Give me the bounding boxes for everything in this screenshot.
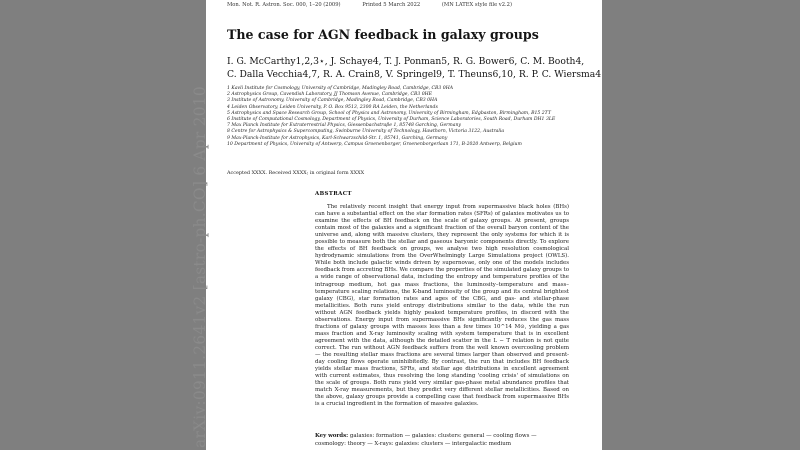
running-header [227,2,532,8]
affiliations [227,86,555,148]
affiliation-item: 8 Centre for Astrophysics & Supercomputing, Swinburne University of Technology, Hawthorn, Victoria 3122, Australia [227,129,505,135]
affiliation-item: 7 Max Planck Institute for Extraterrestrial Physics, Giessenbachstraße 1, 85748 Garching, Germany [227,123,462,129]
keywords [315,433,569,448]
journal-ref: Mon. Not. R. Astron. Soc. 000, 1–20 (2009) [227,2,341,8]
authors-line-1: I. G. McCarthy1,2,3⋆, J. Schaye4, T. J. Ponman5, R. G. Bower6, C. M. Booth4, [227,56,585,67]
affiliation-item: 6 Institute of Computational Cosmology, Department of Physics, University of Durham, Science Laboratories, South Road, Durham DH1 3LE [227,117,556,123]
abstract-heading: ABSTRACT [315,191,352,197]
affiliation-item: 9 Max-Planck-Institute for Astrophysics, Karl-Schwarzschild-Str. 1, 85741, Garching, Germany [227,135,448,141]
affiliation-item: 1 Kavli Institute for Cosmology, University of Cambridge, Madingley Road, Cambridge, CB3 0HA [227,86,454,91]
affiliation-item: 10 Department of Physics, University of Antwerp, Campus Groenenborger, Groenenborgerlaan 171, B-2020 Antwerp, Belgium [227,141,522,147]
printed-date: Printed 5 March 2022 [362,2,421,8]
affiliation-item: 5 Astrophysics and Space Research Group, School of Physics and Astronomy, University of Birmingham, Edgbaston, Birmingham, B15 2TT [227,110,551,116]
accepted-line: Accepted XXXX. Received XXXX; in original form XXXX [227,170,365,176]
paper-title: The case for AGN feedback in galaxy groups [227,27,539,42]
abstract-body: The relatively recent insight that energy input from supermassive black holes (BHs) can have a substantial effect on the star formation rates (SFRs) of galaxies motivates us to examine the effects of BH feedback on the scale of galaxy groups. At present, groups contain most of the galaxies and a significant fraction of the overall baryon content of the universe and, along with massive clusters, they represent the only systems for which it is possible to measure both the stellar and gaseous baryonic components directly. To explore the effects of BH feedback on groups, we analyse two high resolution cosmological hydrodynamic simulations from the OverWhelmingly Large Simulations project (OWLS). While both include galactic winds driven by supernovae, only one of the models includes feedback from accreting BHs. We compare the properties of the simulated galaxy groups to a wide range of observational data, including the entropy and temperature profiles of the intragroup medium, hot gas mass fractions, the luminosity–temperature and mass–temperature scaling relations, the K-band luminosity of the group and its central brightest galaxy (CBG), star formation rates and ages of the CBG, and gas- and stellar-phase metallicities. Both runs yield entropy distributions similar to the data, while the run without AGN feedback yields highly peaked temperature profiles, in discord with the observations. Energy input from supermassive BHs significantly reduces the gas mass fractions of galaxy groups with masses less than a few times 10^14 M⊙, yielding a gas mass fraction and X-ray luminosity scaling with system temperature that is in excellent agreement with the data, although the detailed scatter in the L − T relation is not quite correct. The run without AGN feedback suffers from the well known overcooling problem — the resulting stellar mass fractions are several times larger than observed and present-day cooling flows operate uninhibitedly. By contrast, the run that includes BH feedback yields stellar mass fractions, SFRs, and stellar age distributions in excellent agreement with current estimates, thus resolving the long standing 'cooling crisis' of simulations on the scale of groups. Both runs yield very similar gas-phase metal abundance profiles that match X-ray measurements, but they predict very different stellar metallicities. Based on the above, galaxy groups provide a compelling case that feedback from supermassive BHs is a crucial ingredient in the formation of massive galaxies. [315,204,569,408]
affiliation-item: 4 Leiden Observatory, Leiden University, P. O. Box 9513, 2300 RA Leiden, the Netherlands [227,104,438,110]
keywords-text: galaxies: formation — galaxies: clusters: general — cooling flows — cosmology: theory — X-rays: galaxies: clusters — intergalactic medium [315,433,537,447]
style-file: (MN LATEX style file v2.2) [441,2,512,8]
author-list [227,56,601,81]
keywords-label: Key words: [315,433,349,439]
arxiv-id-stamp: arXiv:0911.2641v2 [astro-ph.CO] 6 Apr 2010 [191,86,209,448]
affiliation-item: 3 Institute of Astronomy, University of Cambridge, Madingley Road, Cambridge, CB3 0HA [227,98,438,104]
affiliation-item: 2 Astrophysics Group, Cavendish Laboratory, JJ Thomson Avenue, Cambridge, CB3 0HE [227,92,433,98]
authors-line-2: C. Dalla Vecchia4,7, R. A. Crain8, V. Springel9, T. Theuns6,10, R. P. C. Wiersma4 [227,68,602,80]
